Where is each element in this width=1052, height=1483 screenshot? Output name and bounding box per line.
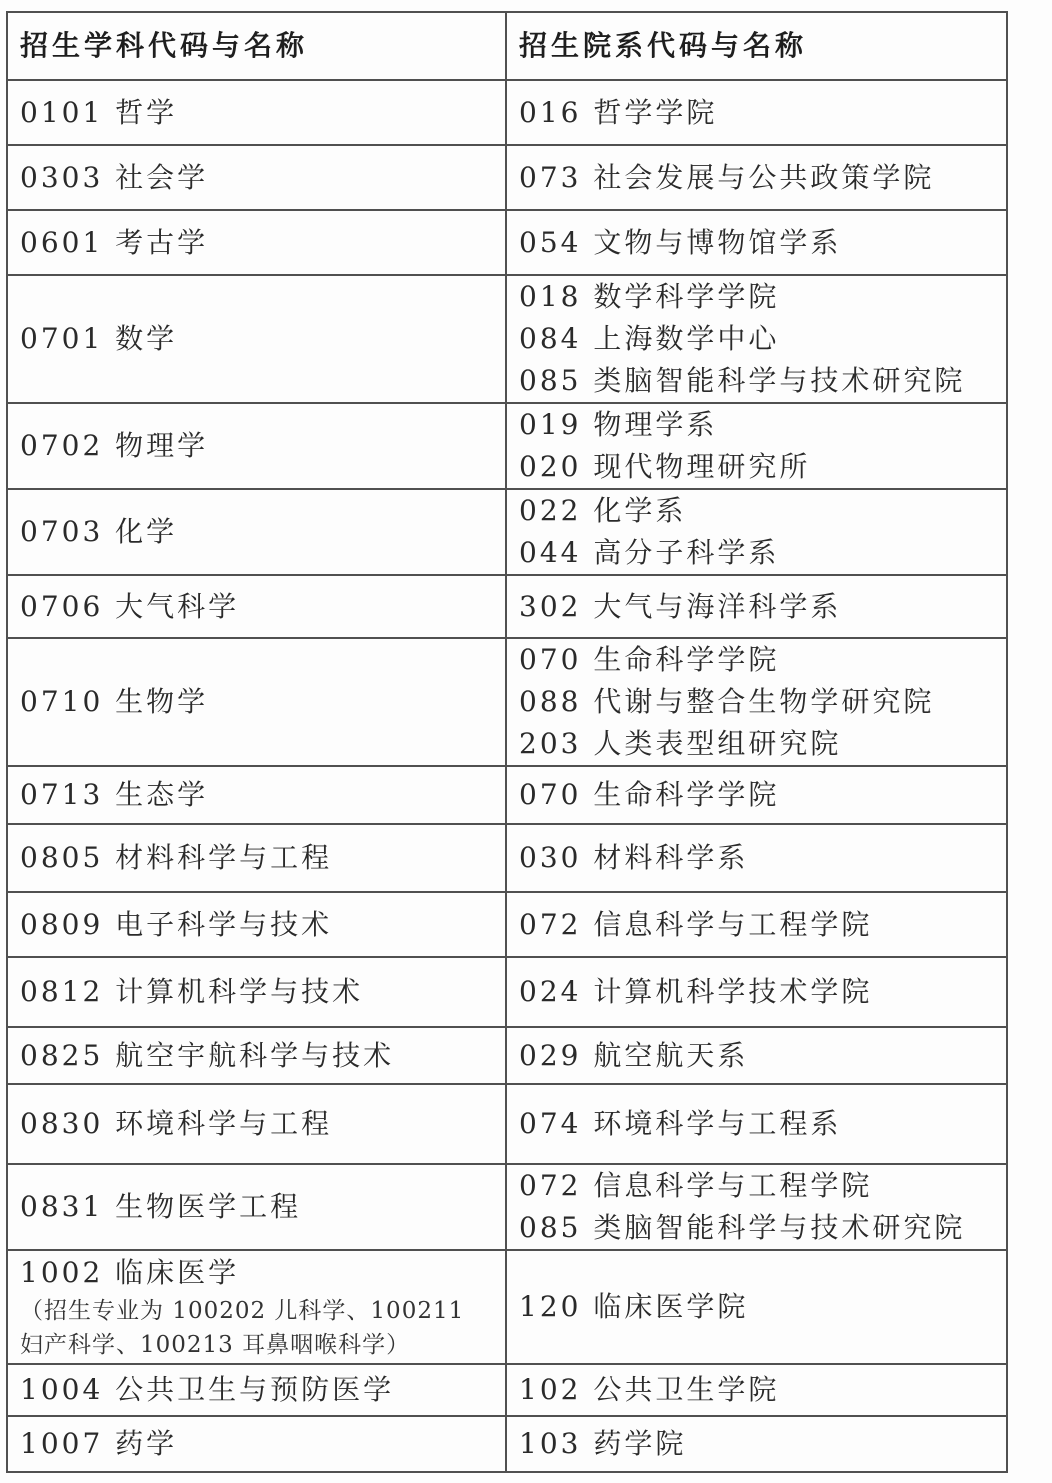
department-entry: 020 现代物理研究所 (519, 450, 811, 483)
department-cell (506, 575, 1007, 638)
department-cell (506, 275, 1007, 403)
table-row (7, 957, 1007, 1027)
department-entry: 024 计算机科学技术学院 (519, 975, 873, 1008)
subject-cell: 0701 数学 (7, 275, 506, 403)
table-row (7, 489, 1007, 575)
department-cell (506, 1027, 1007, 1084)
department-cell (506, 1416, 1007, 1472)
subject-cell: 1007 药学 (7, 1416, 506, 1472)
department-cell (506, 957, 1007, 1027)
table-row (7, 575, 1007, 638)
table-row (7, 1084, 1007, 1164)
subject-column-header: 招生学科代码与名称 (7, 12, 506, 80)
department-entry: 085 类脑智能科学与技术研究院 (519, 364, 966, 397)
department-entry: 022 化学系 (519, 494, 687, 527)
subject-note-line: （招生专业为 100202 儿科学、100211 (20, 1298, 465, 1324)
subject-cell: 0831 生物医学工程 (7, 1164, 506, 1250)
department-cell (506, 489, 1007, 575)
department-entry: 088 代谢与整合生物学研究院 (519, 685, 935, 718)
department-cell (506, 403, 1007, 489)
table-row (7, 1416, 1007, 1472)
subject-cell: 0703 化学 (7, 489, 506, 575)
department-cell (506, 210, 1007, 275)
table-row (7, 1027, 1007, 1084)
department-cell (506, 892, 1007, 957)
table-row (7, 766, 1007, 824)
department-entry: 030 材料科学系 (519, 841, 749, 874)
department-entry: 203 人类表型组研究院 (519, 727, 842, 760)
department-entry: 070 生命科学学院 (519, 643, 780, 676)
department-entry: 018 数学科学学院 (519, 280, 780, 313)
subject-cell: 0812 计算机科学与技术 (7, 957, 506, 1027)
department-entry: 070 生命科学学院 (519, 778, 780, 811)
table-row (7, 824, 1007, 892)
department-entry: 072 信息科学与工程学院 (519, 1169, 873, 1202)
department-cell (506, 638, 1007, 766)
department-entry: 029 航空航天系 (519, 1038, 749, 1072)
department-entry: 073 社会发展与公共政策学院 (519, 160, 935, 194)
department-entry: 084 上海数学中心 (519, 322, 780, 355)
table-row (7, 1250, 1007, 1364)
department-entry: 120 临床医学院 (519, 1290, 749, 1323)
subject-cell: 0303 社会学 (7, 145, 506, 210)
subject-cell (7, 1250, 506, 1364)
subject-cell: 0830 环境科学与工程 (7, 1084, 506, 1164)
department-cell (506, 1250, 1007, 1364)
subject-cell: 0809 电子科学与技术 (7, 892, 506, 957)
table-row (7, 892, 1007, 957)
subject-cell: 0710 生物学 (7, 638, 506, 766)
department-column-header: 招生院系代码与名称 (506, 12, 1007, 80)
subject-cell: 0702 物理学 (7, 403, 506, 489)
table-row (7, 275, 1007, 403)
subject-cell: 0706 大气科学 (7, 575, 506, 638)
table-row (7, 1364, 1007, 1416)
subject-cell: 0101 哲学 (7, 80, 506, 145)
subject-cell: 0713 生态学 (7, 766, 506, 824)
department-entry: 085 类脑智能科学与技术研究院 (519, 1211, 966, 1244)
department-entry: 044 高分子科学系 (519, 536, 780, 569)
department-cell (506, 1164, 1007, 1250)
table-row (7, 403, 1007, 489)
department-cell (506, 80, 1007, 145)
department-cell (506, 145, 1007, 210)
table-row (7, 80, 1007, 145)
department-cell (506, 1084, 1007, 1164)
subject-cell: 0601 考古学 (7, 210, 506, 275)
department-entry: 102 公共卫生学院 (519, 1373, 780, 1406)
table-row (7, 145, 1007, 210)
department-entry: 054 文物与博物馆学系 (519, 225, 842, 259)
table-row (7, 1164, 1007, 1250)
table-row (7, 638, 1007, 766)
subject-name: 1002 临床医学 (20, 1256, 240, 1289)
subject-cell: 0825 航空宇航科学与技术 (7, 1027, 506, 1084)
table-row (7, 210, 1007, 275)
department-entry: 103 药学院 (519, 1427, 687, 1460)
department-entry: 302 大气与海洋科学系 (519, 589, 842, 623)
subject-department-table (6, 11, 1008, 1473)
table-header-row (7, 12, 1007, 80)
department-entry: 019 物理学系 (519, 408, 718, 441)
department-entry: 074 环境科学与工程系 (519, 1107, 842, 1140)
department-entry: 016 哲学学院 (519, 95, 718, 129)
subject-note-line: 妇产科学、100213 耳鼻咽喉科学） (20, 1332, 411, 1358)
subject-cell: 0805 材料科学与工程 (7, 824, 506, 892)
subject-cell: 1004 公共卫生与预防医学 (7, 1364, 506, 1416)
department-cell (506, 1364, 1007, 1416)
department-cell (506, 824, 1007, 892)
department-entry: 072 信息科学与工程学院 (519, 907, 873, 941)
department-cell (506, 766, 1007, 824)
